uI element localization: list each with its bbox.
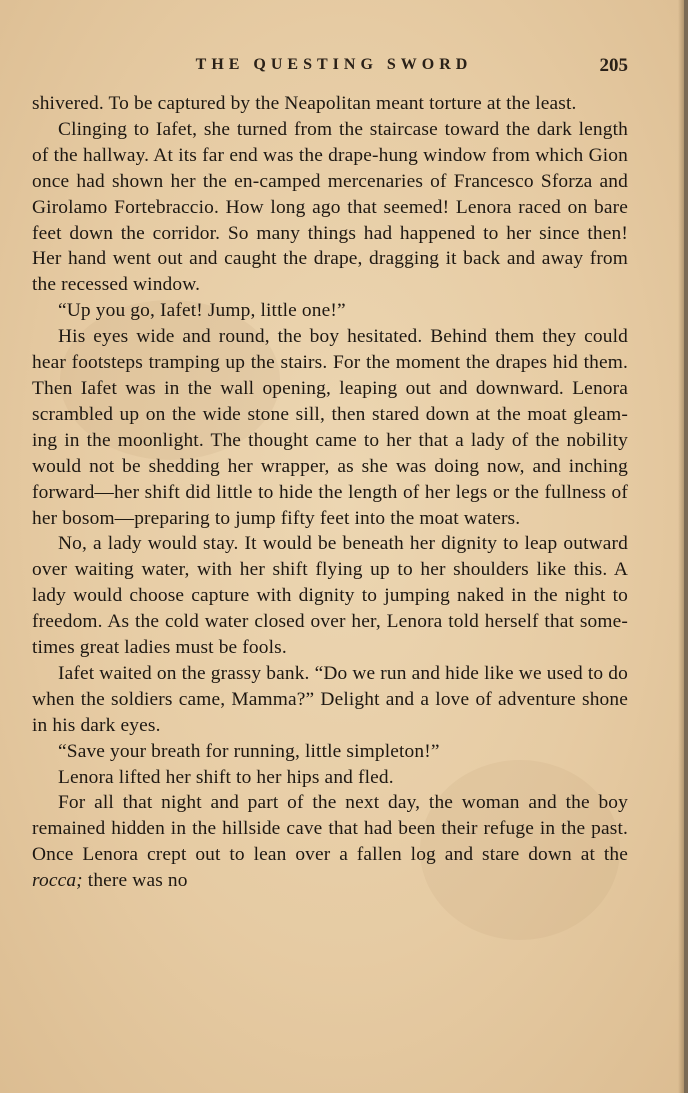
page-number: 205 — [599, 55, 628, 76]
paragraph: No, a lady would stay. It would be beneath her dignity to leap outward over waiting water, with her shift flying up to her shoulders like this. A lady would choose capture with dignity to jumping naked in the night to freedom. As the cold water closed over her, Lenora told herself that some-times great ladies must be fools. — [32, 533, 628, 659]
paragraph: For all that night and part of the next day, the woman and the boy remained hidden in the hillside cave that had been their refuge in the past. Once Lenora crept out to lean over a fallen log and stare down at the rocca; there was no — [32, 792, 628, 892]
paragraph: “Up you go, Iafet! Jump, little one!” — [58, 300, 346, 322]
paragraph: Lenora lifted her shift to her hips and fled. — [58, 766, 394, 788]
paragraph: Iafet waited on the grassy bank. “Do we run and hide like we used to do when the soldiers came, Mamma?” Delight and a love of adventure shone in his dark eyes. — [32, 662, 628, 736]
body-text — [32, 91, 628, 894]
paragraph: “Save your breath for running, little simpleton!” — [58, 740, 440, 762]
italic-word: rocca; — [32, 870, 83, 892]
paragraph: shivered. To be captured by the Neapolitan meant torture at the least. — [32, 93, 577, 114]
page-edge-shadow — [678, 0, 684, 1093]
running-title: THE QUESTING SWORD — [195, 56, 473, 73]
paragraph: His eyes wide and round, the boy hesitated. Behind them they could hear footsteps tramping up the stairs. For the moment the drapes hid them. Then Iafet was in the wall opening, leaping out and downward. Lenora scrambled up on the wide stone sill, then stared down at the moat gleam-ing in the moonlight. The thought came to her that a lady of the nobility would not be shedding her wrapper, as she was doing now, and inching forward—her shift did little to hide the length of her legs or the fullness of her bosom—preparing to jump fifty feet into the moat waters. — [32, 326, 628, 529]
paragraph: Clinging to Iafet, she turned from the staircase toward the dark length of the hallway. At its far end was the drape-hung window from which Gion once had shown her the en-camped mercenaries of Francesco Sforza and Girolamo Fortebraccio. How long ago that seemed! Lenora raced on bare feet down the corridor. So many things had happened to her since then! Her hand went out and caught the drape, dragging it back and away from the recessed window. — [32, 118, 628, 296]
page-header — [32, 56, 628, 80]
